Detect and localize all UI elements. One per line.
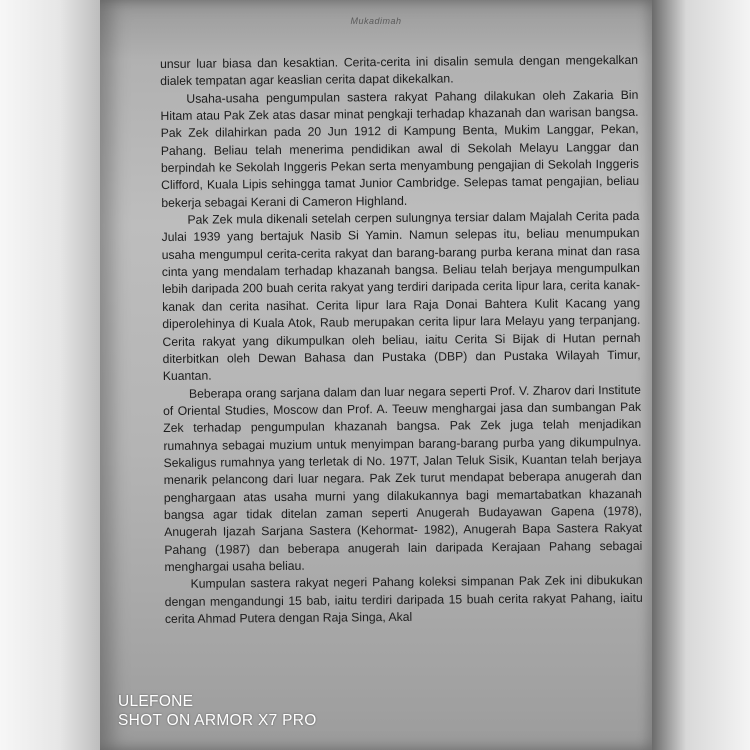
background-right [652,0,750,750]
watermark-brand: ULEFONE [118,693,194,710]
paragraph: unsur luar biasa dan kesaktian. Cerita-cerita ini disalin semula dengan mengekalkan dialek tempatan agar keaslian cerita dapat dikekalkan. [160,52,639,89]
camera-watermark [118,692,317,730]
paragraph: Usaha-usaha pengumpulan sastera rakyat Pahang dilakukan oleh Zakaria Bin Hitam atau Pak Zek atas dasar minat pengkaji terhadap khazanah dan warisan bangsa. Pak Zek dilahirkan pada 20 Jun 1912 di Kampung Benta, Mukim Langgar, Pekan, Pahang. Beliau telah menerima pendidikan awal di Sekolah Melayu Langgar dan berpindah ke Sekolah Inggeris Pekan serta menyambung pengajian di Sekolah Inggeris Clifford, Kuala Lipis sehingga tamat Junior Cambridge. Selepas tamat pengajian, beliau bekerja sebagai Kerani di Cameron Highland. [160,87,640,210]
paragraph: Beberapa orang sarjana dalam dan luar negara seperti Prof. V. Zharov dari Institute of Oriental Studies, Moscow dan Prof. A. Teeuw menghargai jasa dan sumbangan Pak Zek terhadap pengumpulan khazanah bangsa. Pak Zek juga telah menjadikan rumahnya sebagai muzium untuk menyimpan barang-barang purba yang dikumpulnya. Sekaligus rumahnya yang terletak di No. 197T, Jalan Teluk Sisik, Kuantan telah berjaya menarik pelancong dari luar negara. Pak Zek turut mendapat beberapa anugerah dan penghargaan atas usaha murni yang dilakukannya bagi memartabatkan khazanah bangsa agar tidak ditelan zaman seperti Anugerah Budayawan Gapena (1978), Anugerah Ijazah Sarjana Sastera (Kehormat- 1982), Anugerah Bapa Sastera Rakyat Pahang (1987) dan beberapa anugerah lain daripada Kerajaan Pahang sebagai menghargai usaha beliau. [163,382,643,574]
book-page [100,0,652,750]
watermark-caption: SHOT ON ARMOR X7 PRO [118,712,317,729]
background-left [0,0,100,750]
body-text [160,52,643,628]
running-header: Mukadimah [350,16,402,26]
paragraph: Kumpulan sastera rakyat negeri Pahang koleksi simpanan Pak Zek ini dibukukan dengan mengandungi 15 bab, iaitu terdiri daripada 15 buah cerita rakyat Pahang, iaitu cerita Ahmad Putera dengan Raja Singa, Akal [164,573,643,626]
paragraph: Pak Zek mula dikenali setelah cerpen sulungnya tersiar dalam Majalah Cerita pada Julai 1939 yang bertajuk Nasib Si Yamin. Namun selepas itu, beliau menumpukan usaha mengumpul cerita-cerita rakyat dan barang-barang purba kerana minat dan rasa cinta yang mendalam terhadap khazanah bangsa. Beliau telah berjaya mengumpulkan lebih daripada 200 buah cerita rakyat yang terdiri daripada cerita lipur lara, cerita kanak-kanak dan cerita nasihat. Cerita lipur lara Raja Donai Bahtera Kulit Kacang yang diperolehinya di Kuala Atok, Raub merupakan cerita lipur lara Melayu yang terpanjang. Cerita rakyat yang dikumpulkan oleh beliau, iaitu Cerita Si Bijak di Hutan pernah diterbitkan oleh Dewan Bahasa dan Pustaka (DBP) dan Pustaka Wilayah Timur, Kuantan. [161,208,641,384]
